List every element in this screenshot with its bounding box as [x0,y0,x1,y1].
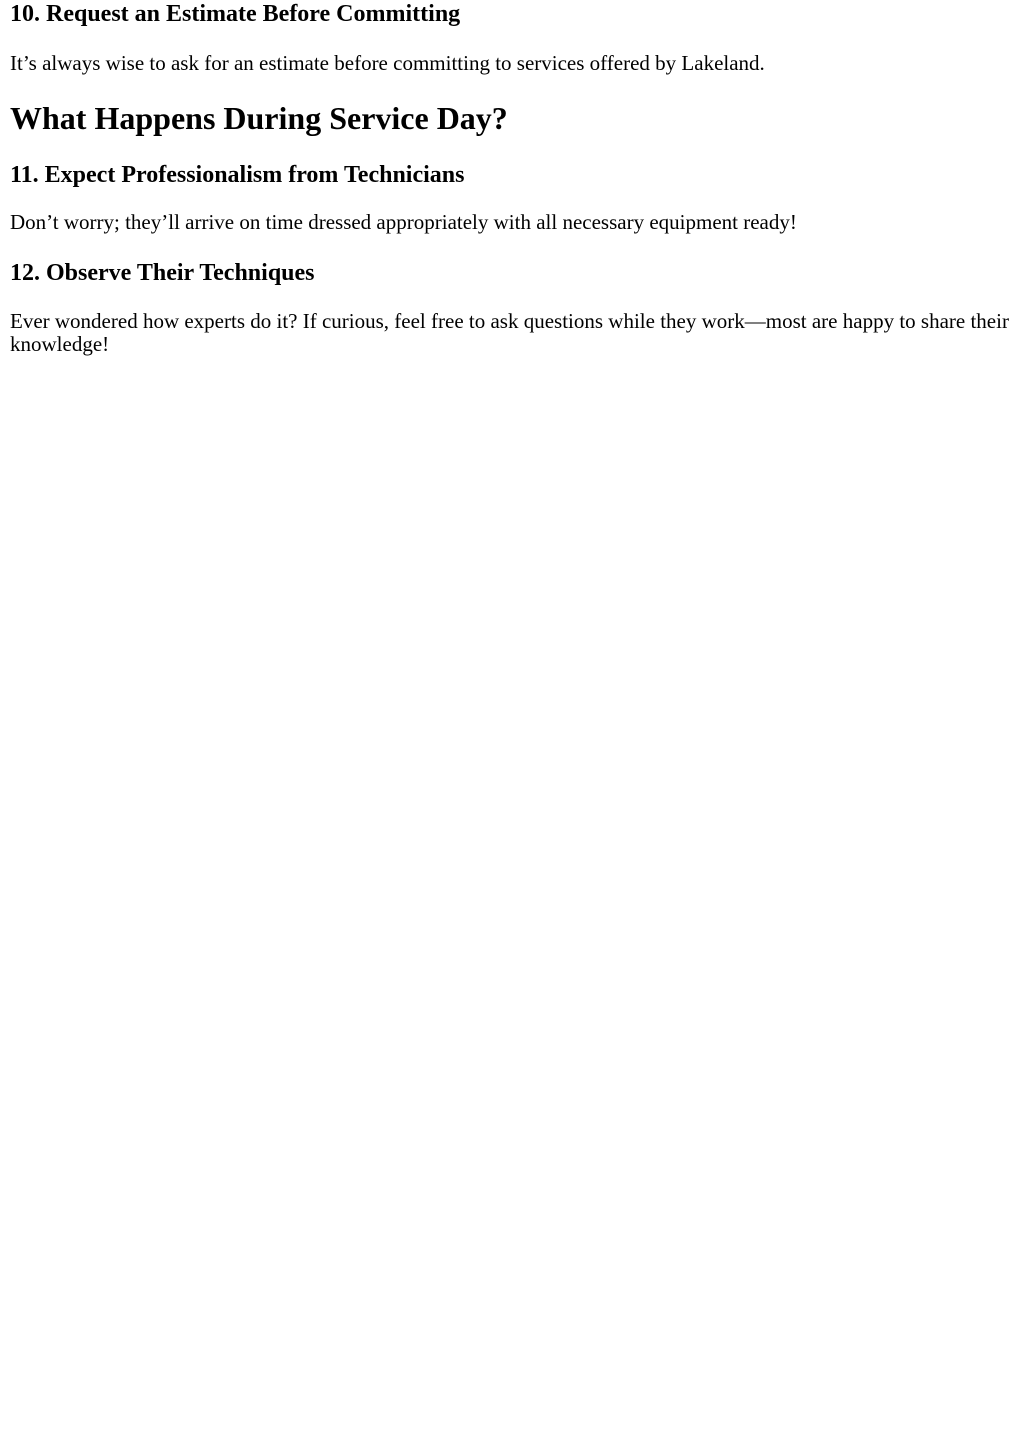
main-heading-service-day: What Happens During Service Day? [10,100,508,136]
section-heading-techniques: 12. Observe Their Techniques [10,260,315,286]
section-paragraph-techniques: Ever wondered how experts do it? If curious, feel free to ask questions while they work—most are happy to share their knowledge! [10,309,1009,356]
section-heading-professionalism: 11. Expect Professionalism from Technicians [10,162,465,188]
section-paragraph-professionalism: Don’t worry; they’ll arrive on time dressed appropriately with all necessary equipment ready! [10,210,797,234]
section-paragraph-estimate: It’s always wise to ask for an estimate before committing to services offered by Lakeland. [10,51,765,75]
section-heading-estimate: 10. Request an Estimate Before Committing [10,1,461,27]
article-content [0,0,1024,356]
